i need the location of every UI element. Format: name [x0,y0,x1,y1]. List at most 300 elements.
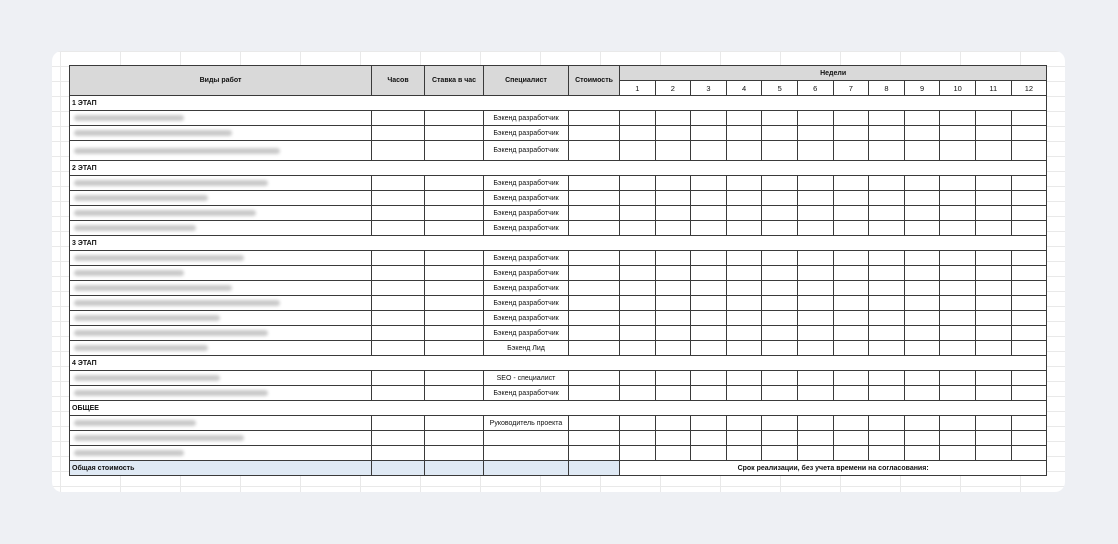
week-cell[interactable] [904,416,940,431]
week-cell[interactable] [833,266,869,281]
week-cell[interactable] [940,341,976,356]
week-cell[interactable] [975,446,1011,461]
week-cell[interactable] [620,111,656,126]
week-cell[interactable] [940,446,976,461]
specialist-cell[interactable]: Бэкенд разработчик [484,206,569,221]
week-cell[interactable] [655,266,691,281]
week-cell[interactable] [762,371,798,386]
week-cell[interactable] [869,386,905,401]
week-cell[interactable] [655,371,691,386]
week-cell[interactable] [1011,126,1047,141]
week-cell[interactable] [940,126,976,141]
week-cell[interactable] [940,431,976,446]
cost-cell[interactable] [569,386,620,401]
work-type-cell[interactable] [70,206,372,221]
week-cell[interactable] [797,126,833,141]
cost-cell[interactable] [569,371,620,386]
week-cell[interactable] [655,141,691,161]
week-cell[interactable] [691,386,727,401]
week-cell[interactable] [726,281,762,296]
week-cell[interactable] [833,221,869,236]
week-cell[interactable] [620,206,656,221]
week-cell[interactable] [869,141,905,161]
week-header-11[interactable]: 11 [975,81,1011,96]
week-cell[interactable] [620,141,656,161]
week-cell[interactable] [975,311,1011,326]
work-type-cell[interactable] [70,176,372,191]
week-cell[interactable] [904,281,940,296]
week-cell[interactable] [940,326,976,341]
rate-cell[interactable] [425,176,484,191]
week-cell[interactable] [691,326,727,341]
week-cell[interactable] [975,296,1011,311]
week-cell[interactable] [904,126,940,141]
week-cell[interactable] [904,431,940,446]
week-cell[interactable] [620,431,656,446]
header-specialist[interactable]: Специалист [484,66,569,96]
week-cell[interactable] [797,266,833,281]
week-cell[interactable] [620,311,656,326]
week-cell[interactable] [726,446,762,461]
week-cell[interactable] [620,221,656,236]
stage-title[interactable]: 2 ЭТАП [70,161,1047,176]
specialist-cell[interactable]: Бэкенд разработчик [484,176,569,191]
week-cell[interactable] [620,446,656,461]
hours-cell[interactable] [372,296,425,311]
week-cell[interactable] [797,141,833,161]
week-header-12[interactable]: 12 [1011,81,1047,96]
work-type-cell[interactable] [70,266,372,281]
week-cell[interactable] [940,176,976,191]
hours-cell[interactable] [372,386,425,401]
week-cell[interactable] [762,141,798,161]
week-cell[interactable] [869,111,905,126]
week-header-6[interactable]: 6 [797,81,833,96]
week-cell[interactable] [869,326,905,341]
week-cell[interactable] [655,281,691,296]
work-type-cell[interactable] [70,221,372,236]
week-cell[interactable] [904,311,940,326]
rate-cell[interactable] [425,341,484,356]
week-cell[interactable] [869,341,905,356]
week-header-5[interactable]: 5 [762,81,798,96]
week-cell[interactable] [691,311,727,326]
week-cell[interactable] [726,371,762,386]
week-cell[interactable] [797,296,833,311]
cost-cell[interactable] [569,206,620,221]
hours-cell[interactable] [372,266,425,281]
week-cell[interactable] [762,266,798,281]
week-cell[interactable] [869,296,905,311]
week-cell[interactable] [797,341,833,356]
week-cell[interactable] [940,111,976,126]
specialist-cell[interactable]: Бэкенд разработчик [484,251,569,266]
week-cell[interactable] [655,431,691,446]
total-rate-cell[interactable] [425,461,484,476]
hours-cell[interactable] [372,371,425,386]
week-cell[interactable] [655,206,691,221]
week-cell[interactable] [1011,266,1047,281]
week-cell[interactable] [620,386,656,401]
hours-cell[interactable] [372,176,425,191]
week-cell[interactable] [940,281,976,296]
rate-cell[interactable] [425,296,484,311]
rate-cell[interactable] [425,311,484,326]
week-cell[interactable] [833,416,869,431]
week-cell[interactable] [975,326,1011,341]
week-cell[interactable] [1011,371,1047,386]
week-cell[interactable] [940,221,976,236]
week-cell[interactable] [726,311,762,326]
week-cell[interactable] [726,296,762,311]
rate-cell[interactable] [425,126,484,141]
work-type-cell[interactable] [70,296,372,311]
week-cell[interactable] [1011,191,1047,206]
cost-cell[interactable] [569,126,620,141]
week-cell[interactable] [833,176,869,191]
cost-cell[interactable] [569,251,620,266]
week-cell[interactable] [726,176,762,191]
week-cell[interactable] [940,206,976,221]
hours-cell[interactable] [372,446,425,461]
week-cell[interactable] [762,281,798,296]
week-cell[interactable] [940,251,976,266]
week-cell[interactable] [620,251,656,266]
week-cell[interactable] [940,296,976,311]
week-cell[interactable] [904,206,940,221]
week-cell[interactable] [797,416,833,431]
specialist-cell[interactable]: Бэкенд разработчик [484,326,569,341]
specialist-cell[interactable]: Бэкенд разработчик [484,281,569,296]
week-cell[interactable] [833,311,869,326]
week-cell[interactable] [726,326,762,341]
work-type-cell[interactable] [70,141,372,161]
total-cost-cell[interactable] [569,461,620,476]
week-cell[interactable] [691,431,727,446]
total-specialist-cell[interactable] [484,461,569,476]
week-cell[interactable] [1011,296,1047,311]
week-cell[interactable] [726,206,762,221]
week-cell[interactable] [726,266,762,281]
cost-cell[interactable] [569,281,620,296]
work-type-cell[interactable] [70,431,372,446]
week-cell[interactable] [691,221,727,236]
week-cell[interactable] [620,341,656,356]
week-cell[interactable] [833,126,869,141]
cost-cell[interactable] [569,296,620,311]
week-cell[interactable] [975,191,1011,206]
specialist-cell[interactable]: Бэкенд разработчик [484,266,569,281]
week-cell[interactable] [762,446,798,461]
week-cell[interactable] [975,266,1011,281]
week-cell[interactable] [655,326,691,341]
rate-cell[interactable] [425,221,484,236]
specialist-cell[interactable]: Бэкенд разработчик [484,126,569,141]
week-cell[interactable] [620,281,656,296]
cost-cell[interactable] [569,431,620,446]
week-cell[interactable] [1011,221,1047,236]
specialist-cell[interactable]: Бэкенд разработчик [484,296,569,311]
week-cell[interactable] [904,176,940,191]
week-cell[interactable] [1011,251,1047,266]
hours-cell[interactable] [372,191,425,206]
week-cell[interactable] [762,296,798,311]
specialist-cell[interactable]: Бэкенд разработчик [484,386,569,401]
week-cell[interactable] [940,416,976,431]
week-cell[interactable] [655,126,691,141]
week-cell[interactable] [691,296,727,311]
hours-cell[interactable] [372,126,425,141]
week-cell[interactable] [655,191,691,206]
week-cell[interactable] [691,266,727,281]
week-cell[interactable] [833,251,869,266]
week-cell[interactable] [904,111,940,126]
week-cell[interactable] [620,191,656,206]
week-cell[interactable] [869,416,905,431]
week-cell[interactable] [869,446,905,461]
stage-title[interactable]: 4 ЭТАП [70,356,1047,371]
week-cell[interactable] [904,341,940,356]
week-cell[interactable] [1011,431,1047,446]
week-header-10[interactable]: 10 [940,81,976,96]
week-cell[interactable] [620,416,656,431]
week-cell[interactable] [797,281,833,296]
week-cell[interactable] [904,296,940,311]
week-cell[interactable] [655,251,691,266]
week-header-1[interactable]: 1 [620,81,656,96]
week-cell[interactable] [833,371,869,386]
week-cell[interactable] [762,251,798,266]
rate-cell[interactable] [425,251,484,266]
cost-cell[interactable] [569,176,620,191]
week-cell[interactable] [797,206,833,221]
week-cell[interactable] [1011,386,1047,401]
week-cell[interactable] [655,341,691,356]
header-rate[interactable]: Ставка в час [425,66,484,96]
cost-cell[interactable] [569,141,620,161]
specialist-cell[interactable]: Бэкенд разработчик [484,111,569,126]
week-cell[interactable] [691,111,727,126]
week-cell[interactable] [975,111,1011,126]
week-cell[interactable] [655,311,691,326]
week-cell[interactable] [691,341,727,356]
week-cell[interactable] [726,416,762,431]
week-cell[interactable] [975,341,1011,356]
week-cell[interactable] [726,386,762,401]
week-cell[interactable] [691,191,727,206]
week-cell[interactable] [904,326,940,341]
hours-cell[interactable] [372,206,425,221]
cost-cell[interactable] [569,266,620,281]
cost-cell[interactable] [569,446,620,461]
hours-cell[interactable] [372,111,425,126]
week-cell[interactable] [726,126,762,141]
week-cell[interactable] [797,176,833,191]
week-cell[interactable] [691,126,727,141]
week-cell[interactable] [940,141,976,161]
week-cell[interactable] [691,446,727,461]
week-cell[interactable] [620,296,656,311]
rate-cell[interactable] [425,206,484,221]
work-type-cell[interactable] [70,311,372,326]
week-header-9[interactable]: 9 [904,81,940,96]
specialist-cell[interactable] [484,431,569,446]
work-type-cell[interactable] [70,111,372,126]
week-header-4[interactable]: 4 [726,81,762,96]
week-cell[interactable] [726,431,762,446]
work-type-cell[interactable] [70,251,372,266]
week-cell[interactable] [726,251,762,266]
week-cell[interactable] [904,446,940,461]
week-cell[interactable] [762,126,798,141]
specialist-cell[interactable]: Бэкенд разработчик [484,141,569,161]
week-cell[interactable] [975,281,1011,296]
week-cell[interactable] [904,266,940,281]
week-cell[interactable] [620,266,656,281]
week-cell[interactable] [833,281,869,296]
specialist-cell[interactable]: Бэкенд разработчик [484,311,569,326]
week-cell[interactable] [762,341,798,356]
week-cell[interactable] [691,281,727,296]
week-cell[interactable] [691,206,727,221]
hours-cell[interactable] [372,141,425,161]
week-cell[interactable] [904,386,940,401]
specialist-cell[interactable]: Руководитель проекта [484,416,569,431]
week-cell[interactable] [691,416,727,431]
hours-cell[interactable] [372,326,425,341]
week-cell[interactable] [975,386,1011,401]
week-cell[interactable] [975,431,1011,446]
week-cell[interactable] [762,111,798,126]
week-cell[interactable] [904,141,940,161]
week-cell[interactable] [869,431,905,446]
rate-cell[interactable] [425,281,484,296]
specialist-cell[interactable]: Бэкенд Лид [484,341,569,356]
week-cell[interactable] [1011,176,1047,191]
week-cell[interactable] [869,126,905,141]
week-cell[interactable] [869,281,905,296]
work-type-cell[interactable] [70,386,372,401]
header-cost[interactable]: Стоимость [569,66,620,96]
cost-cell[interactable] [569,221,620,236]
week-cell[interactable] [1011,311,1047,326]
week-cell[interactable] [655,296,691,311]
week-cell[interactable] [655,221,691,236]
week-cell[interactable] [797,311,833,326]
week-cell[interactable] [797,446,833,461]
week-cell[interactable] [833,446,869,461]
week-cell[interactable] [975,141,1011,161]
week-cell[interactable] [869,251,905,266]
week-header-7[interactable]: 7 [833,81,869,96]
stage-title[interactable]: ОБЩЕЕ [70,401,1047,416]
week-cell[interactable] [975,206,1011,221]
rate-cell[interactable] [425,446,484,461]
week-header-8[interactable]: 8 [869,81,905,96]
week-cell[interactable] [975,251,1011,266]
week-cell[interactable] [762,311,798,326]
stage-title[interactable]: 1 ЭТАП [70,96,1047,111]
hours-cell[interactable] [372,221,425,236]
week-cell[interactable] [797,386,833,401]
cost-cell[interactable] [569,326,620,341]
week-cell[interactable] [691,251,727,266]
week-cell[interactable] [655,176,691,191]
week-cell[interactable] [940,266,976,281]
week-cell[interactable] [1011,326,1047,341]
week-cell[interactable] [691,176,727,191]
rate-cell[interactable] [425,371,484,386]
week-cell[interactable] [655,416,691,431]
week-cell[interactable] [691,371,727,386]
week-cell[interactable] [1011,141,1047,161]
header-hours[interactable]: Часов [372,66,425,96]
term-label[interactable]: Срок реализации, без учета времени на согласования: [620,461,1047,476]
week-cell[interactable] [869,371,905,386]
week-cell[interactable] [1011,111,1047,126]
week-cell[interactable] [691,141,727,161]
week-cell[interactable] [833,386,869,401]
week-header-2[interactable]: 2 [655,81,691,96]
hours-cell[interactable] [372,431,425,446]
week-cell[interactable] [940,371,976,386]
week-cell[interactable] [869,311,905,326]
week-cell[interactable] [762,206,798,221]
week-cell[interactable] [904,251,940,266]
week-cell[interactable] [940,311,976,326]
specialist-cell[interactable]: Бэкенд разработчик [484,191,569,206]
total-cost-label[interactable]: Общая стоимость [70,461,372,476]
week-cell[interactable] [904,191,940,206]
rate-cell[interactable] [425,191,484,206]
week-cell[interactable] [904,221,940,236]
week-cell[interactable] [833,111,869,126]
hours-cell[interactable] [372,416,425,431]
week-cell[interactable] [869,176,905,191]
rate-cell[interactable] [425,386,484,401]
week-cell[interactable] [797,431,833,446]
work-type-cell[interactable] [70,371,372,386]
cost-cell[interactable] [569,341,620,356]
rate-cell[interactable] [425,326,484,341]
work-type-cell[interactable] [70,341,372,356]
specialist-cell[interactable]: SEO - специалист [484,371,569,386]
week-header-3[interactable]: 3 [691,81,727,96]
week-cell[interactable] [726,341,762,356]
week-cell[interactable] [762,191,798,206]
week-cell[interactable] [797,191,833,206]
week-cell[interactable] [762,176,798,191]
week-cell[interactable] [975,176,1011,191]
week-cell[interactable] [1011,341,1047,356]
cost-cell[interactable] [569,111,620,126]
week-cell[interactable] [797,111,833,126]
week-cell[interactable] [975,221,1011,236]
week-cell[interactable] [833,341,869,356]
week-cell[interactable] [762,326,798,341]
work-type-cell[interactable] [70,191,372,206]
week-cell[interactable] [869,221,905,236]
header-work-types[interactable]: Виды работ [70,66,372,96]
week-cell[interactable] [833,431,869,446]
week-cell[interactable] [762,221,798,236]
week-cell[interactable] [833,141,869,161]
work-type-cell[interactable] [70,126,372,141]
hours-cell[interactable] [372,281,425,296]
rate-cell[interactable] [425,266,484,281]
week-cell[interactable] [797,326,833,341]
work-type-cell[interactable] [70,281,372,296]
